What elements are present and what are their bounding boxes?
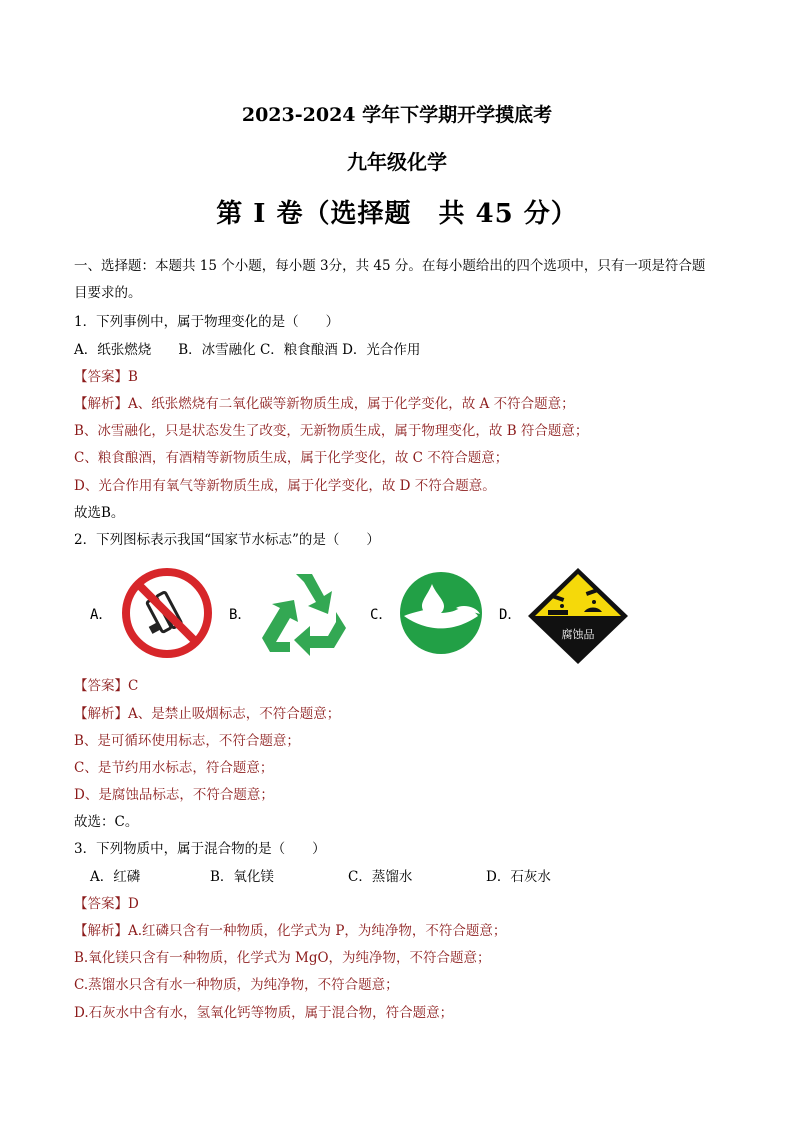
corrosive-icon xyxy=(526,566,630,666)
answer-tag: 【答案】 xyxy=(74,369,128,385)
q3-option-b: B．氧化镁 xyxy=(210,869,274,885)
q3-analysis-line: B.氧化镁只含有一种物质，化学式为 MgO，为纯净物，不符合题意； xyxy=(74,950,491,966)
q3-stem: 3．下列物质中，属于混合物的是（ ） xyxy=(74,841,326,857)
q1-analysis-line: B、冰雪融化，只是状态发生了改变，无新物质生成，属于物理变化，故 B 符合题意； xyxy=(74,423,589,439)
q3-option-d: D．石灰水 xyxy=(486,869,551,885)
q3-analysis-line xyxy=(74,921,506,941)
water-saving-icon xyxy=(398,566,484,660)
q2-stem: 2．下列图标表示我国“国家节水标志”的是（ ） xyxy=(74,532,380,548)
q1-conclusion: 故选B。 xyxy=(74,505,125,521)
answer-value: D xyxy=(128,896,139,912)
analysis-tag: 【解析】 xyxy=(74,396,128,412)
option-label-b: B． xyxy=(229,607,252,623)
analysis-text: A、纸张燃烧有二氧化碳等新物质生成，属于化学变化，故 A 不符合题意； xyxy=(128,396,575,412)
q3-answer xyxy=(74,894,139,914)
answer-value: B xyxy=(128,369,138,385)
recycle-icon xyxy=(256,566,352,660)
analysis-tag: 【解析】 xyxy=(74,706,128,722)
intro-line-1: 一、选择题：本题共 15 个小题，每小题 3分，共 45 分。在每小题给出的四个选项中，只有一项是符合题 xyxy=(74,258,706,274)
q3-analysis-line: D.石灰水中含有水，氢氧化钙等物质，属于混合物，符合题意； xyxy=(74,1005,454,1021)
q1-analysis-line: C、粮食酿酒，有酒精等新物质生成，属于化学变化，故 C 不符合题意； xyxy=(74,450,509,466)
q2-analysis-line: C、是节约用水标志，符合题意； xyxy=(74,760,274,776)
option-label-a: A． xyxy=(90,607,113,623)
q2-answer xyxy=(74,676,138,696)
intro-line-2: 目要求的。 xyxy=(74,285,142,301)
analysis-text: A、是禁止吸烟标志，不符合题意； xyxy=(128,706,341,722)
q1-analysis-line: D、光合作用有氧气等新物质生成，属于化学变化，故 D 不符合题意。 xyxy=(74,478,496,494)
q2-conclusion: 故选：C。 xyxy=(74,814,139,830)
q1-stem: 1．下列事例中，属于物理变化的是（ ） xyxy=(74,314,340,330)
corrosive-label: 腐蚀品 xyxy=(561,628,595,641)
analysis-text: A.红磷只含有一种物质，化学式为 P，为纯净物，不符合题意； xyxy=(128,923,507,939)
section-title: 第 I 卷（选择题 共 45 分） xyxy=(216,199,578,229)
option-label-d: D． xyxy=(499,607,522,623)
q1-answer xyxy=(74,367,138,387)
q2-image-options xyxy=(74,566,674,666)
answer-tag: 【答案】 xyxy=(74,896,128,912)
q3-option-a: A．红磷 xyxy=(90,869,141,885)
no-smoking-icon xyxy=(120,566,214,660)
q3-option-c: C．蒸馏水 xyxy=(348,869,413,885)
q2-analysis-line xyxy=(74,704,340,724)
exam-title: 2023-2024 学年下学期开学摸底考 xyxy=(241,104,553,126)
q1-options: A．纸张燃烧 B．冰雪融化 C．粮食酿酒 D．光合作用 xyxy=(74,342,421,358)
answer-value: C xyxy=(128,678,139,694)
analysis-tag: 【解析】 xyxy=(74,923,128,939)
q2-analysis-line: D、是腐蚀品标志，不符合题意； xyxy=(74,787,274,803)
q3-analysis-line: C.蒸馏水只含有水一种物质，为纯净物，不符合题意； xyxy=(74,977,399,993)
q1-analysis-line xyxy=(74,394,575,414)
answer-tag: 【答案】 xyxy=(74,678,128,694)
option-label-c: C． xyxy=(370,607,393,623)
exam-subtitle: 九年级化学 xyxy=(347,150,447,174)
q2-analysis-line: B、是可循环使用标志，不符合题意； xyxy=(74,733,300,749)
